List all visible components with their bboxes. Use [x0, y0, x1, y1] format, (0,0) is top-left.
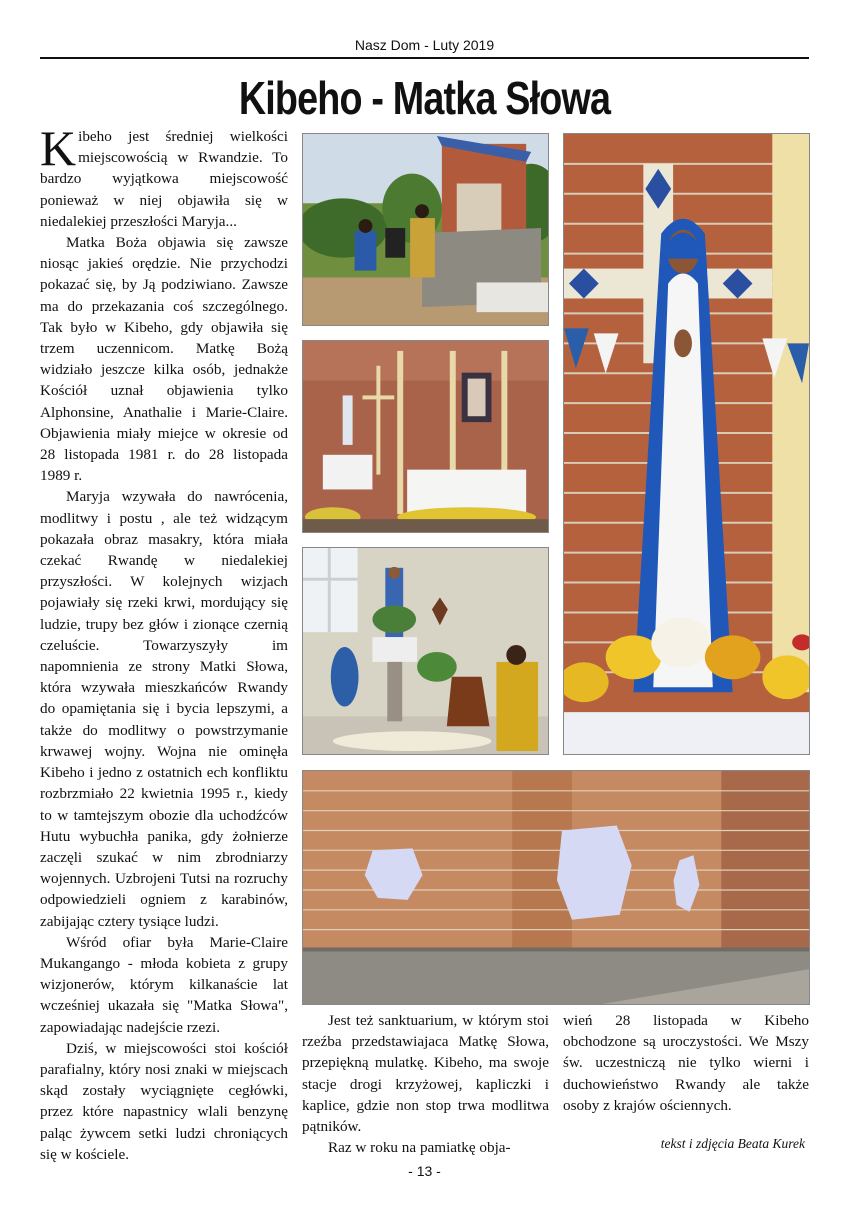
photo-pilgrims-shrine: [302, 133, 549, 326]
paragraph-1-text: ibeho jest średniej wielkości miejscowością w Rwandzie. To bardzo wyjątkowa miejscowość ponieważ w niej objawiła się w niedalekiej przeszłości Maryja...: [40, 128, 288, 230]
paragraph-4: Wśród ofiar była Marie-Claire Mukangango - młoda kobieta z grupy wizjonerów, którym kilkanaście lat wcześniej ukazała się "Matka Słowa", zapowiadając nadejście rzezi.: [40, 933, 288, 1036]
text-column-2: [302, 1010, 549, 1158]
photo-madonna-statue: [563, 133, 810, 755]
paragraph-7: Raz w roku na pamiatkę obja-: [328, 1139, 511, 1157]
article-title: Kibeho - Matka Słowa: [238, 72, 611, 124]
paragraph-8: wień 28 listopada w Kibeho obchodzone są uroczystości. We Mszy św. uczestniczą nie tylko wierni i duchowieństwo Rwandy ale także osoby z krajów ościennych.: [563, 1012, 809, 1114]
paragraph-2: Matka Boża objawia się zawsze niosąc jakieś orędzie. Nie przychodzi pokazać się, by Ją podziwiano. Zawsze ma do przekazania coś szczególnego. Tak było w Kibeho, gdy objawiła się trzem uczennicom. Matkę Bożą widziało jeszcze kilka osób, jednakże Kościół uznał objawienia tylko Alphonsine, Anathalie i Marie-Claire. Objawienia miały miejce w okresie od 28 listopada 1981 r. do 28 listopada 1989 r.: [40, 234, 288, 485]
photo-credit: tekst i zdjęcia Beata Kurek: [660, 1136, 805, 1151]
page-number: - 13 -: [408, 1163, 441, 1179]
header-rule: [40, 57, 809, 59]
paragraph-1: [40, 120, 288, 232]
paragraph-3: Maryja wzywała do nawrócenia, modlitwy i postu , ale też widzącym pokazała obraz masakry, która miała czekać Rwandę w niedalekiej przyszłości. W kolejnych wizjach pojawiały się rzeki krwi, mordujący się ludzie, trupy bez głów i zionące czernią czeluście. Towarzyszyły im napomnienia ze strony Matki Słowa, która wzywała mieszkańców Rwandy do opamiętania się i bycia lepszymi, a także do modlitwy o powstrzymanie krwawej wojny. Wojna nie ominęła Kibeho i jedno z ostatnich ech konfliktu rozbrzmiało 22 kwietnia 1995 r., kiedy to w tamtejszym obozie dla uchodźców Hutu wybuchła panika, gdy żołnierze zaczęli szukać w nim zbrodniarzy wojennych. Uzbrojeni Tutsi na rozruchy odpowiedzieli ogniem z karabinów, zabijając cztery tysiące ludzi.: [40, 488, 288, 930]
photo-church-altar: [302, 340, 549, 533]
text-column-3: [563, 1010, 809, 1116]
photo-brick-wall: [302, 770, 810, 1005]
paragraph-5: Dziś, w miejscowości stoi kościół parafialny, który nosi znaki w miejscach skąd zostały wyciągnięte cegłówki, przez które napastnicy wlali benzynę paląc żywcem setki ludzi chroniących się w kościele.: [40, 1039, 288, 1163]
drop-cap: K: [40, 120, 77, 176]
running-header: Nasz Dom - Luty 2019: [354, 37, 495, 53]
text-column-1: [40, 120, 288, 1165]
photo-chapel-statue: [302, 547, 549, 755]
paragraph-6: Jest też sanktuarium, w którym stoi rzeźba przedstawiajaca Matkę Słowa, przepiękną mulatkę. Kibeho, ma swoje stacje drogi krzyżowej, kapliczki i kaplice, gdzie non stop trwa modlitwa pątników.: [302, 1012, 549, 1136]
